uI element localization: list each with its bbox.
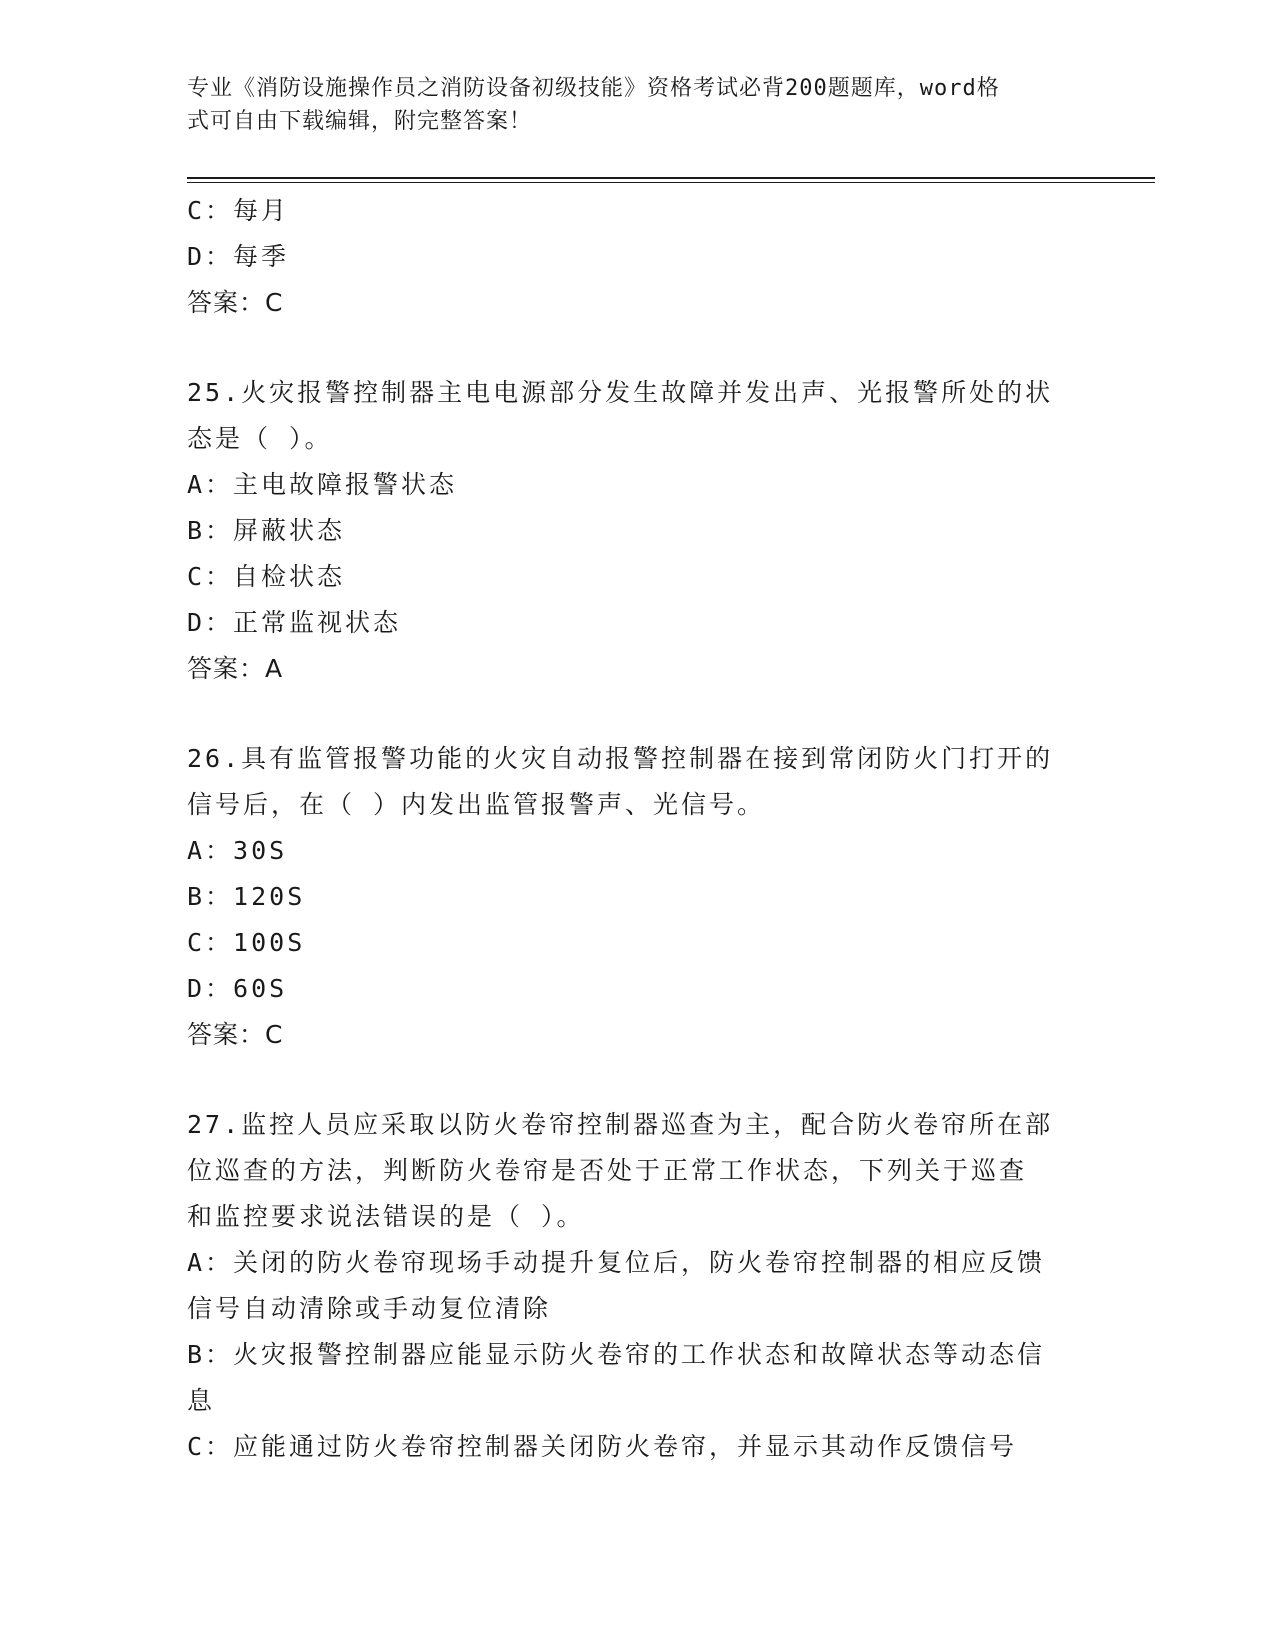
option-b: B：屏蔽状态 [187, 516, 346, 545]
option-d: D：60S [187, 974, 288, 1003]
question-stem-line: 25.火灾报警控制器主电电源部分发生故障并发出声、光报警所处的状 [187, 378, 1054, 407]
option-d: D：正常监视状态 [187, 608, 402, 637]
option-a: A：主电故障报警状态 [187, 470, 458, 499]
question-26 [187, 736, 1087, 1058]
question-stem-line: 位巡查的方法，判断防火卷帘是否处于正常工作状态，下列关于巡查 [187, 1156, 1028, 1185]
question-stem-line: 态是（ ）。 [187, 424, 333, 453]
option-a: A：关闭的防火卷帘现场手动提升复位后，防火卷帘控制器的相应反馈 [187, 1248, 1046, 1277]
question-stem-line: 27.监控人员应采取以防火卷帘控制器巡查为主，配合防火卷帘所在部 [187, 1110, 1054, 1139]
answer-line: 答案：A [187, 654, 284, 683]
option-d: D：每季 [187, 242, 290, 271]
option-b: B：120S [187, 882, 306, 911]
header-line-1: 专业《消防设施操作员之消防设备初级技能》资格考试必背200题题库，word格 [187, 76, 1000, 101]
header-rule-thick [187, 177, 1155, 179]
option-c: C：100S [187, 928, 306, 957]
answer-line: 答案：C [187, 288, 284, 317]
question-25 [187, 370, 1087, 692]
spacer [187, 692, 1087, 736]
document-header [187, 72, 1067, 138]
option-c: C：应能通过防火卷帘控制器关闭防火卷帘，并显示其动作反馈信号 [187, 1432, 1018, 1461]
document-body [187, 188, 1087, 1470]
previous-question [187, 188, 1087, 326]
option-c: C：每月 [187, 196, 290, 225]
question-27 [187, 1102, 1087, 1470]
question-stem-line: 信号后，在（ ）内发出监管报警声、光信号。 [187, 790, 766, 819]
question-stem-line: 和监控要求说法错误的是（ ）。 [187, 1202, 585, 1231]
question-stem-line: 26.具有监管报警功能的火灾自动报警控制器在接到常闭防火门打开的 [187, 744, 1054, 773]
header-rule-thin [187, 182, 1155, 183]
option-b-continued: 息 [187, 1386, 216, 1415]
spacer [187, 326, 1087, 370]
spacer [187, 1058, 1087, 1102]
option-c: C：自检状态 [187, 562, 346, 591]
option-b: B：火灾报警控制器应能显示防火卷帘的工作状态和故障状态等动态信 [187, 1340, 1046, 1369]
answer-line: 答案：C [187, 1020, 284, 1049]
header-line-2: 式可自由下载编辑，附完整答案！ [187, 109, 533, 134]
option-a-continued: 信号自动清除或手动复位清除 [187, 1294, 552, 1323]
option-a: A：30S [187, 836, 288, 865]
